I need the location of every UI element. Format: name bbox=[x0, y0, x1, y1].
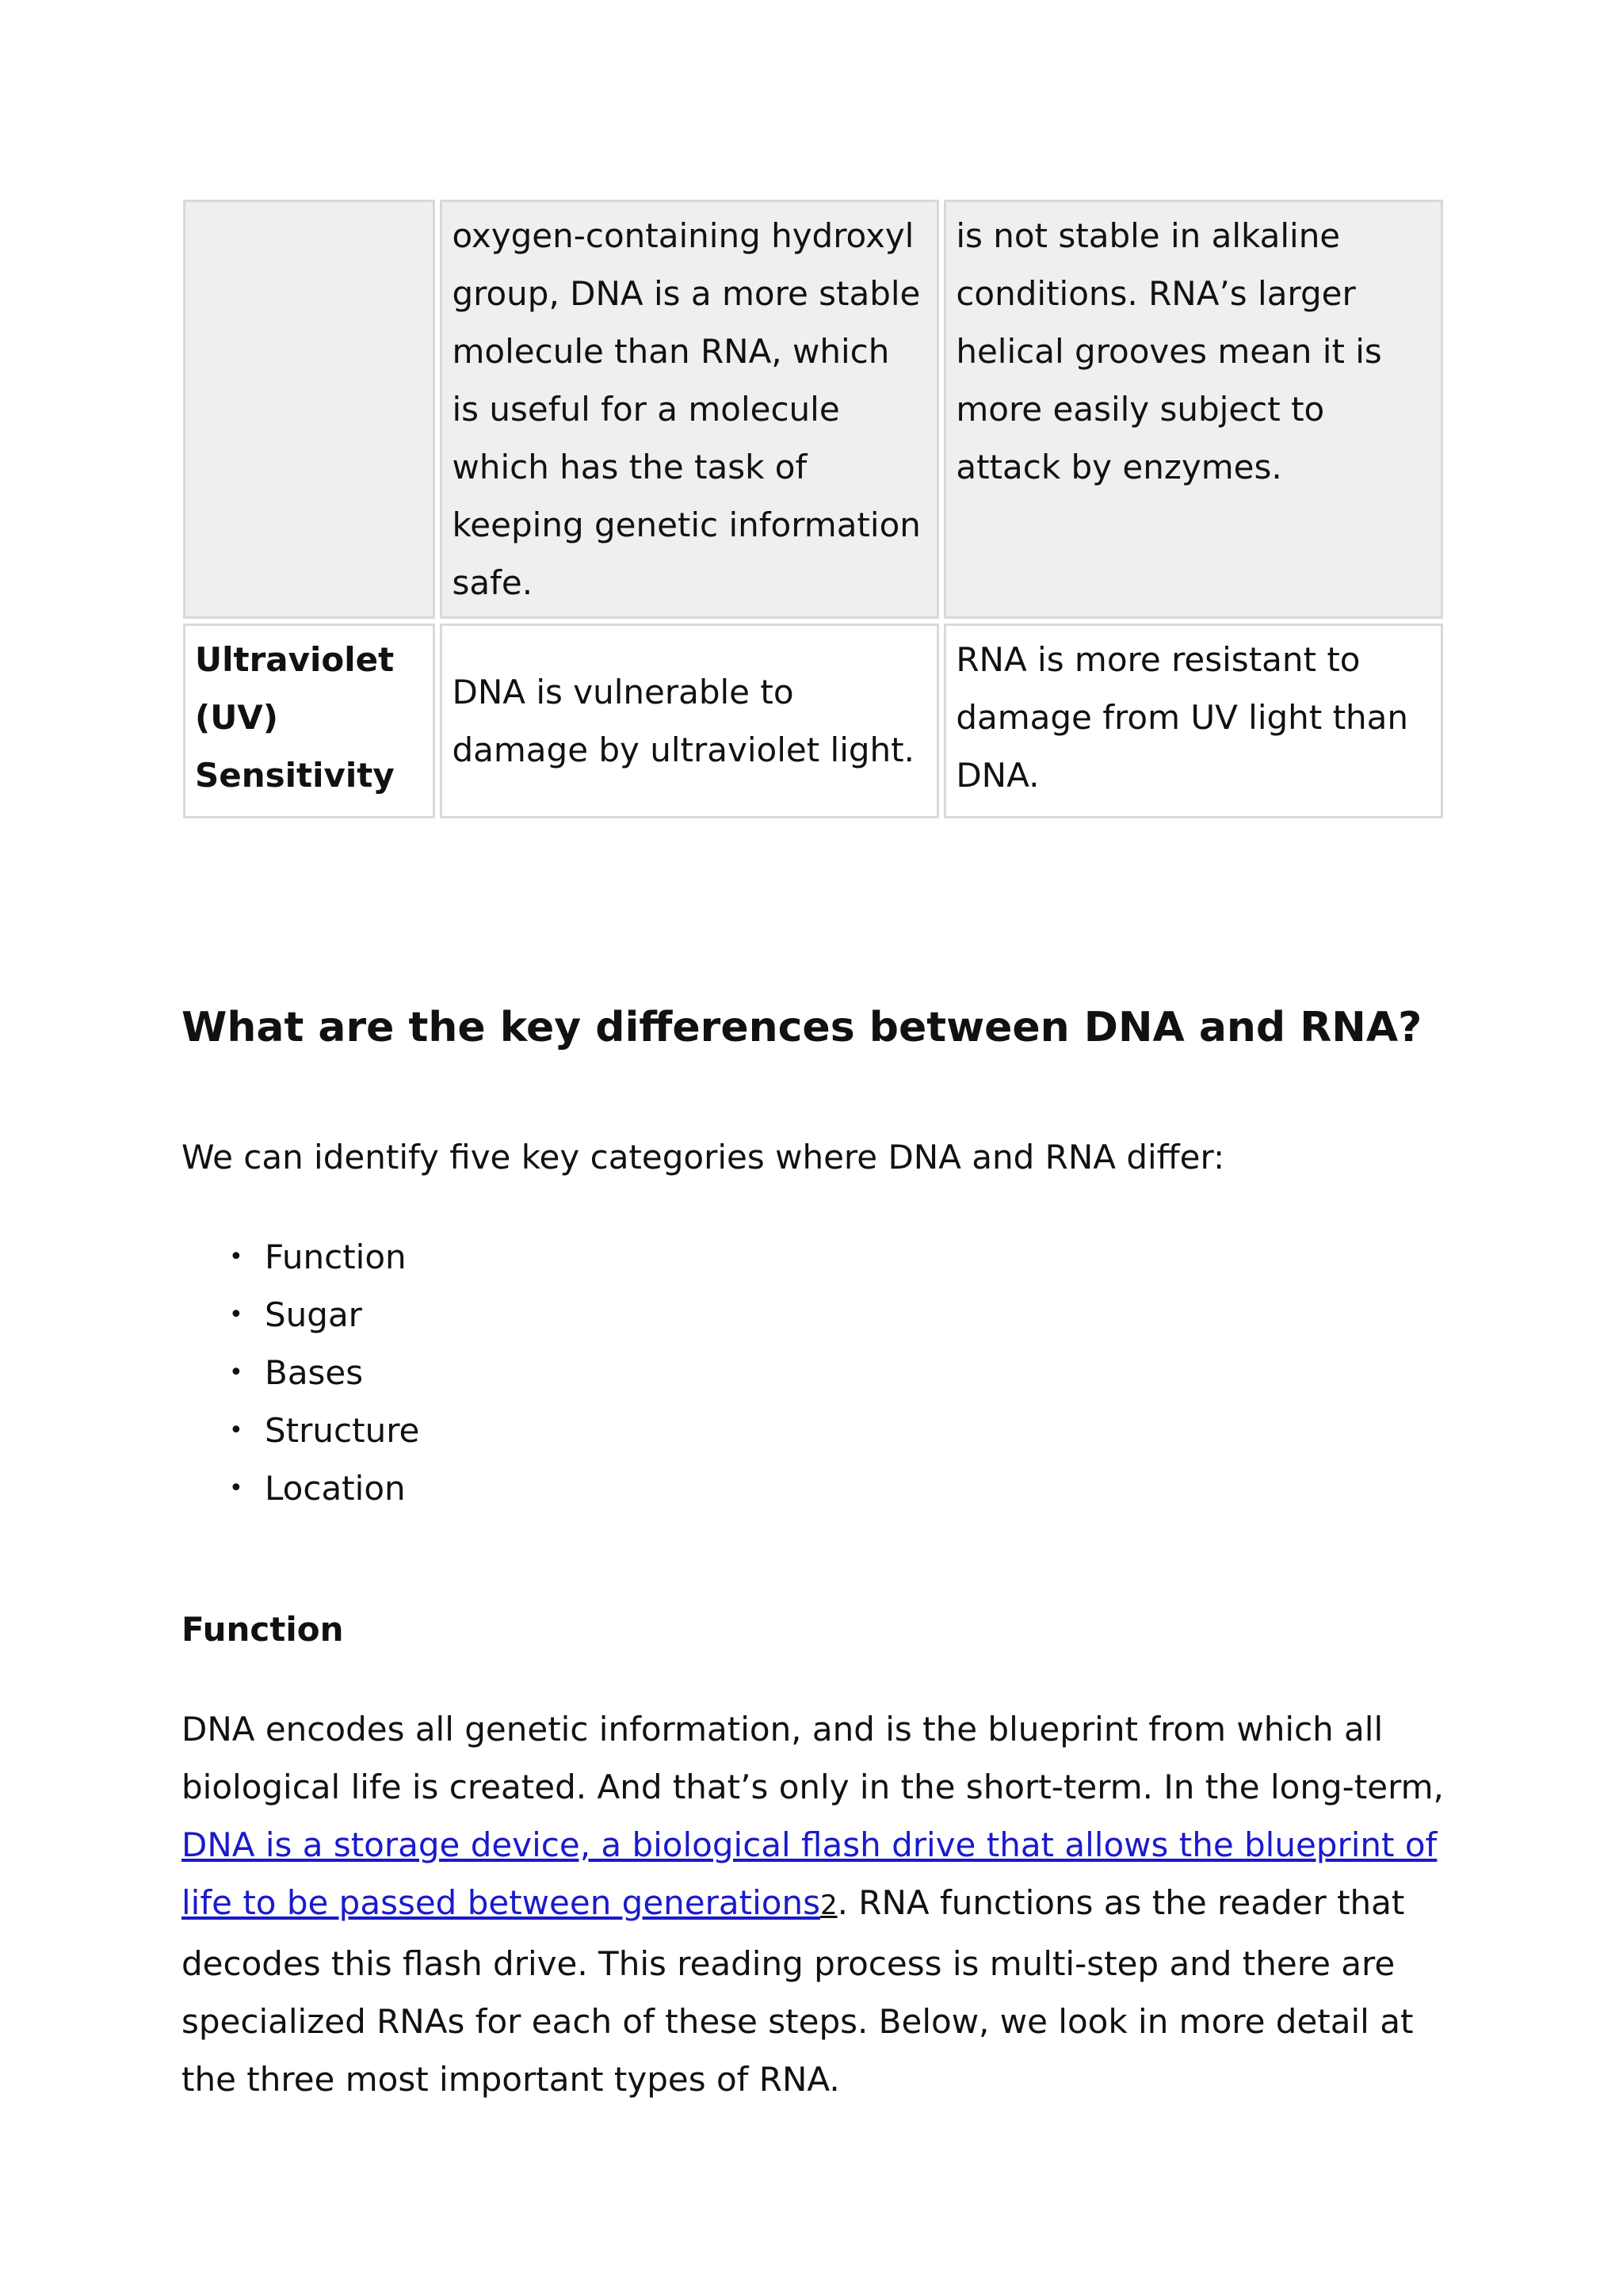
bullet-icon: • bbox=[229, 1417, 243, 1444]
table-row bbox=[183, 200, 1443, 619]
list-item bbox=[181, 1402, 419, 1459]
dna-rna-comparison-table bbox=[178, 195, 1448, 823]
list-item-label: Bases bbox=[265, 1353, 364, 1392]
rna-cell: RNA is more resistant to damage from UV light than DNA. bbox=[944, 624, 1443, 818]
intro-paragraph: We can identify five key categories where DNA and RNA differ: bbox=[181, 1138, 1225, 1177]
bullet-icon: • bbox=[229, 1243, 243, 1271]
bullet-icon: • bbox=[229, 1359, 243, 1386]
list-item bbox=[181, 1228, 419, 1286]
dna-cell: DNA is vulnerable to damage by ultraviolet light. bbox=[440, 624, 939, 818]
rna-cell: is not stable in alkaline conditions. RNA’s larger helical grooves mean it is more easily subject to attack by enzymes. bbox=[944, 200, 1443, 619]
category-list bbox=[181, 1228, 419, 1517]
storage-device-link[interactable]: DNA is a storage device, a biological flash drive that allows the blueprint of life to be passed between generations bbox=[181, 1825, 1438, 1922]
function-heading: Function bbox=[181, 1610, 344, 1649]
list-item-label: Sugar bbox=[265, 1295, 362, 1334]
function-text-start: DNA encodes all genetic information, and is the blueprint from which all biological life is created. And that’s only in the short-term. In the long-term, bbox=[181, 1710, 1444, 1806]
list-item-label: Structure bbox=[265, 1411, 420, 1450]
bullet-icon: • bbox=[229, 1474, 243, 1502]
list-item bbox=[181, 1459, 419, 1517]
list-item-label: Location bbox=[265, 1469, 406, 1508]
row-label bbox=[183, 200, 435, 619]
dna-cell: oxygen-containing hydroxyl group, DNA is a more stable molecule than RNA, which is useful for a molecule which has the task of keeping genetic information safe. bbox=[440, 200, 939, 619]
list-item bbox=[181, 1344, 419, 1402]
bullet-icon: • bbox=[229, 1301, 243, 1329]
table-row bbox=[183, 624, 1443, 818]
section-heading: What are the key differences between DNA and RNA? bbox=[181, 1004, 1423, 1051]
list-item bbox=[181, 1286, 419, 1344]
reference-number[interactable]: 2 bbox=[819, 1890, 838, 1921]
list-item-label: Function bbox=[265, 1238, 407, 1276]
function-paragraph bbox=[181, 1700, 1465, 2108]
row-label: Ultraviolet (UV) Sensitivity bbox=[183, 624, 435, 818]
function-text-end: . RNA functions as the reader that decodes this flash drive. This reading process is multi-step and there are specialized RNAs for each of these steps. Below, we look in more detail at the three most important types of RNA. bbox=[181, 1883, 1414, 2099]
